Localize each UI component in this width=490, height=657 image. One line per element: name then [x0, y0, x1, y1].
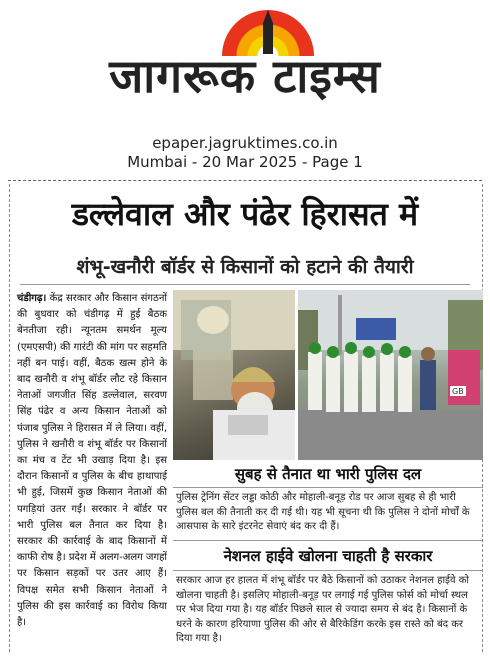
section2-top-rule [173, 540, 483, 541]
photo-police-at-border [298, 290, 483, 460]
edition-dateline: Mumbai - 20 Mar 2025 - Page 1 [127, 153, 363, 171]
photo-illustration [173, 290, 295, 460]
section1-title: सुबह से तैनात था भारी पुलिस दल [234, 465, 422, 483]
section2-body: सरकार आज हर हालत में शंभू बॉर्डर पर बैठे किसानों को उठाकर नेशनल हाईवे को खोलना चाहती है। इसलिए मोहाली-बनूड़ पर लगाई गई पुलिस फोर्स को मोर्चा स्थल पर भेज दिया गया है। यह बॉर्डर पिछले साल से ज्यादा समय से बंद है। किसानों के धरने के कारण हरियाणा पुलिस की ओर से बैरिकेडिंग करके इस रास्ते को बंद कर दिया गया है। [176, 575, 469, 644]
photo-farmer-leader-in-vehicle [173, 290, 295, 460]
section2-rule [173, 570, 483, 571]
article-dateline-place: चंडीगढ़। [17, 293, 47, 304]
article-headline: डल्लेवाल और पंढेर हिरासत में [71, 195, 419, 233]
masthead [0, 0, 490, 118]
article-body [17, 291, 167, 631]
section1-rule [173, 487, 483, 488]
article-subheadline: शंभू-खनौरी बॉर्डर से किसानों को हटाने की तैयारी [76, 256, 414, 278]
page-divider [8, 180, 482, 181]
article-body-text: केंद्र सरकार और किसान संगठनों की बुधवार को चंडीगढ़ में हुई बैठक बेनतीजा रही। न्यूनतम समर्थन मूल्य (एमएसपी) की गारंटी की मांग पर सहमति नहीं बन पाई। वहीं, बैठक खत्म होने के बाद खनौरी व शंभू बॉर्डर लौट रहे किसान नेताओं जगजीत सिंह डल्लेवाल, सरवण सिंह पंढेर व अन्य किसान नेताओं को पंजाब पुलिस ने हिरासत में ले लिया। वहीं, पुलिस ने खनौरी व शंभू बॉर्डर पर किसानों का मंच व टेंट भी उखाड़ दिया है। इस दौरान किसानों व पुलिस के बीच हाथापाई भी हुई, जिसमें कुछ किसान नेताओं की पगड़ियां उतर गईं। सरकार ने बॉर्डर पर भारी पुलिस बल तैनात कर दिया है। सरकार की कार्रवाई के बाद किसानों में काफी रोष है। प्रदेश में अलग-अलग जगहों पर किसान सड़कों पर उतर आए हैं। विपक्ष समेत सभी किसान नेताओं ने पुलिस की इस कार्रवाई का विरोध किया है। [17, 293, 167, 629]
photo-illustration-crowd [298, 290, 483, 460]
epaper-url[interactable]: epaper.jagruktimes.co.in [152, 134, 338, 152]
subheadline-rule [20, 284, 470, 285]
photo-sign-text: GB [452, 387, 464, 396]
newspaper-logo: जागरूक टाइम्स [109, 49, 381, 103]
section2-title: नेशनल हाईवे खोलना चाहती है सरकार [223, 547, 433, 565]
section1-body: पुलिस ट्रेनिंग सेंटर लड्डा कोठी और मोहाली-बनूड़ रोड पर आज सुबह से ही भारी पुलिस बल की तैनाती कर दी गई थी। यह भी सूचना थी कि पुलिस ने दोनों मोर्चों के आसपास के सारे इंटरनेट सेवाएं बंद कर दी हैं। [176, 492, 470, 532]
